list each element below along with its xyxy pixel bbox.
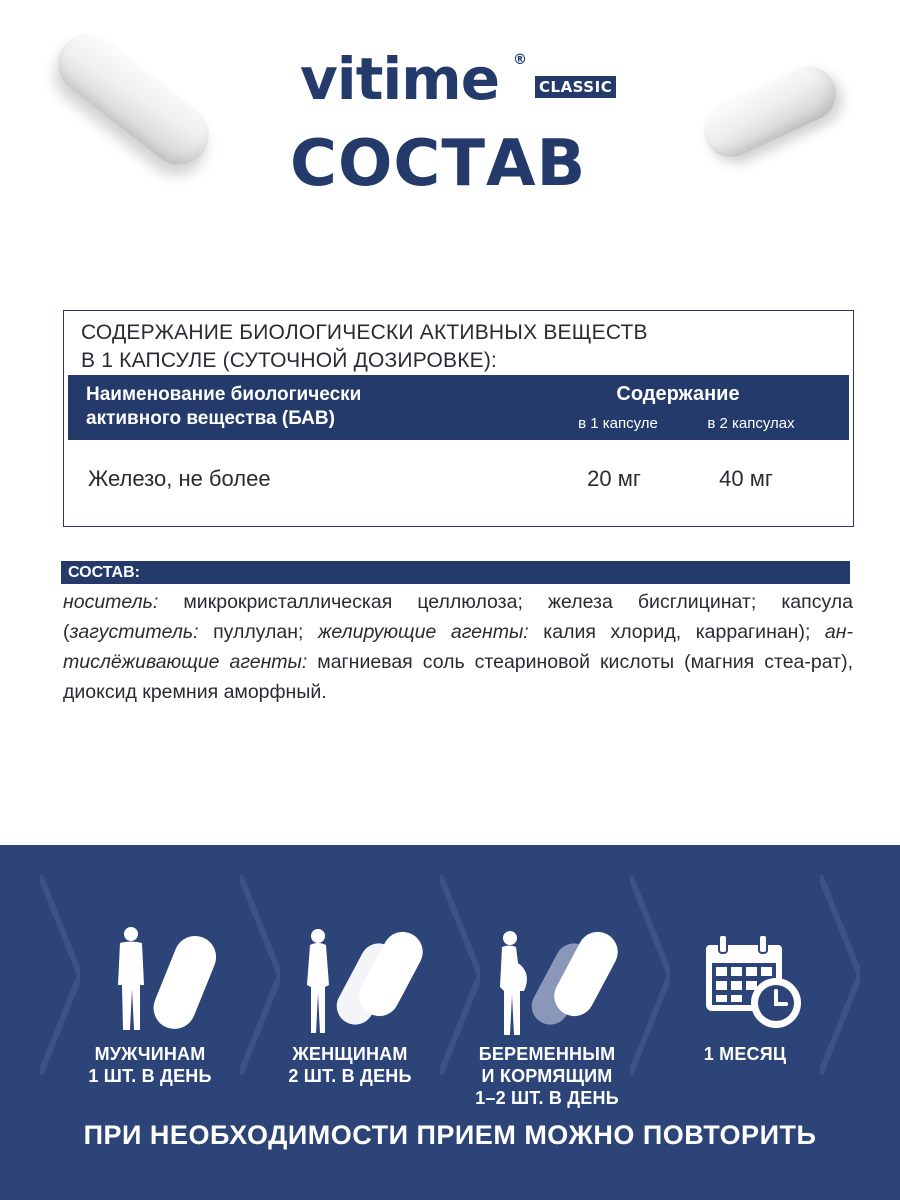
table-cell-name: Железо, не более	[88, 466, 271, 491]
chevron-right-icon	[40, 875, 80, 1075]
column-header-content: Содержание	[616, 383, 740, 405]
caption-line: МУЖЧИНАМ	[94, 1044, 206, 1064]
chevron-right-icon	[630, 875, 670, 1075]
nutrient-table	[63, 310, 854, 527]
registered-mark: ®	[513, 52, 527, 68]
two-capsules-icon	[335, 925, 425, 1035]
composition-segment: калия хлорид, каррагинан);	[528, 621, 825, 643]
calendar-clock-icon	[702, 933, 804, 1031]
column-header-per-1: в 1 капсуле	[578, 415, 658, 432]
two-capsules-icon	[530, 925, 620, 1035]
composition-text	[63, 587, 853, 707]
brand-logo	[300, 44, 630, 114]
composition-term: ан-тислёживающие агенты:	[63, 621, 853, 673]
footer-note: ПРИ НЕОБХОДИМОСТИ ПРИЕМ МОЖНО ПОВТОРИТЬ	[83, 1120, 817, 1150]
page-title: СОСТАВ	[290, 127, 587, 201]
column-header-line: Наименование биологически	[86, 384, 362, 405]
dosage-caption-duration	[680, 1043, 810, 1065]
brand-line-badge: CLASSIC	[535, 76, 616, 98]
composition-segment: микрокристаллическая целлюлоза; железа бисглицинат; капсула (	[63, 591, 853, 643]
dosage-band	[0, 845, 900, 1200]
dosage-caption-men	[80, 1043, 220, 1087]
caption-line: БЕРЕМЕННЫМ	[478, 1044, 616, 1064]
caption-line: ЖЕНЩИНАМ	[292, 1044, 408, 1064]
composition-term: носитель:	[63, 591, 159, 613]
capsule-image	[695, 58, 845, 166]
composition-segment: магниевая соль стеариновой кислоты (магния стеа-рат), диоксид кремния аморфный.	[63, 651, 853, 703]
table-cell-per-1: 20 мг	[587, 466, 641, 491]
caption-line: 1 ШТ. В ДЕНЬ	[88, 1066, 212, 1086]
nutrient-heading-line: СОДЕРЖАНИЕ БИОЛОГИЧЕСКИ АКТИВНЫХ ВЕЩЕСТВ	[81, 321, 648, 344]
capsule-icon	[150, 930, 220, 1035]
caption-line: И КОРМЯЩИМ	[481, 1066, 613, 1086]
caption-line: 1 МЕСЯЦ	[703, 1044, 787, 1064]
table-cell-per-2: 40 мг	[719, 466, 773, 491]
composition-label: СОСТАВ:	[61, 561, 850, 584]
chevron-right-icon	[820, 875, 860, 1075]
dosage-caption-pregnant	[462, 1043, 632, 1109]
caption-line: 2 ШТ. В ДЕНЬ	[288, 1066, 412, 1086]
caption-line: 1–2 ШТ. В ДЕНЬ	[475, 1088, 619, 1108]
table-header	[68, 375, 849, 440]
composition-term: загуститель:	[69, 621, 199, 643]
chevron-right-icon	[240, 875, 280, 1075]
capsule-image	[46, 22, 221, 177]
nutrient-heading-line: В 1 КАПСУЛЕ (СУТОЧНОЙ ДОЗИРОВКЕ):	[81, 349, 498, 372]
dosage-caption-women	[275, 1043, 425, 1087]
column-header-name	[86, 383, 446, 431]
column-header-per-2: в 2 капсулах	[707, 415, 795, 432]
brand-name: vitime	[300, 45, 500, 113]
nutrient-heading	[81, 319, 841, 375]
woman-icon	[298, 927, 338, 1037]
composition-term: желирующие агенты:	[317, 621, 529, 643]
man-icon	[110, 925, 152, 1035]
composition-segment: пуллулан;	[198, 621, 318, 643]
column-header-line: активного вещества (БАВ)	[86, 408, 335, 429]
